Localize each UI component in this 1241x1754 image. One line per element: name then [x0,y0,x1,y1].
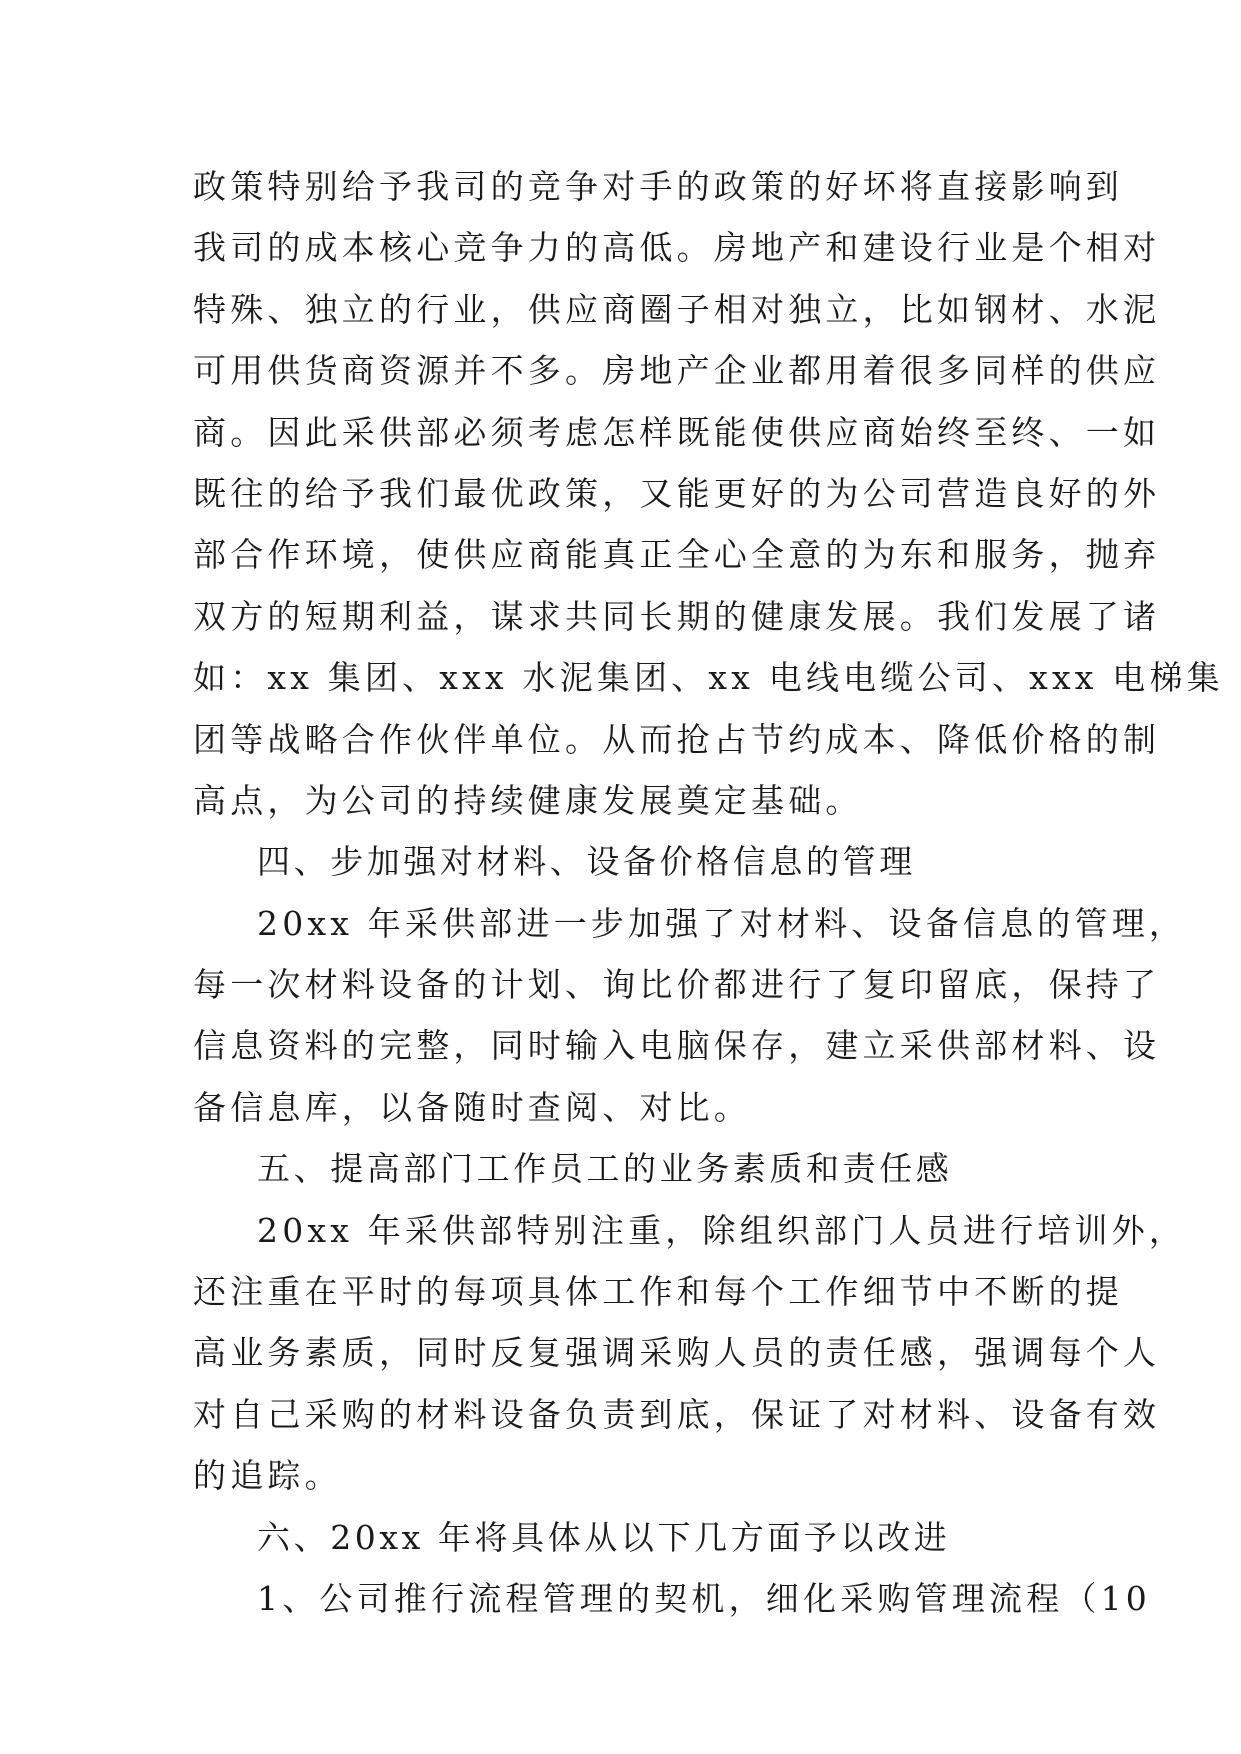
paragraph-line: 高业务素质，同时反复强调采购人员的责任感，强调每个人 [193,1333,1161,1373]
paragraph-line: 20xx 年采供部进一步加强了对材料、设备信息的管理， [257,903,1187,943]
paragraph-line: 我司的成本核心竞争力的高低。房地产和建设行业是个相对 [193,228,1161,268]
paragraph-line: 还注重在平时的每项具体工作和每个工作细节中不断的提 [193,1272,1123,1312]
section-heading-5: 五、提高部门工作员工的业务素质和责任感 [257,1149,953,1189]
paragraph-line: 每一次材料设备的计划、询比价都进行了复印留底，保持了 [193,965,1161,1005]
paragraph-line: 特殊、独立的行业，供应商圈子相对独立，比如钢材、水泥 [193,289,1161,329]
paragraph-line: 部合作环境，使供应商能真正全心全意的为东和服务，抛弃 [193,535,1161,575]
paragraph-line: 政策特别给予我司的竞争对手的政策的好坏将直接影响到 [193,167,1123,206]
paragraph-line: 高点，为公司的持续健康发展奠定基础。 [193,780,863,820]
paragraph-line: 20xx 年采供部特别注重，除组织部门人员进行培训外， [257,1210,1187,1250]
paragraph-line: 双方的短期利益，谋求共同长期的健康发展。我们发展了诸 [193,596,1161,636]
paragraph-line: 如：xx 集团、xxx 水泥集团、xx 电线电缆公司、xxx 电梯集 [193,658,1224,698]
section-heading-4: 四、步加强对材料、设备价格信息的管理 [257,842,916,882]
paragraph-line: 备信息库，以备随时查阅、对比。 [193,1087,751,1127]
paragraph-line: 商。因此采供部必须考虑怎样既能使供应商始终至终、一如 [193,412,1161,452]
document-body [193,156,1224,1629]
paragraph-line: 团等战略合作伙伴单位。从而抢占节约成本、降低价格的制 [193,719,1161,759]
paragraph-line: 1、公司推行流程管理的契机，细化采购管理流程（10 [257,1578,1151,1618]
paragraph-line: 既往的给予我们最优政策，又能更好的为公司营造良好的外 [193,473,1161,513]
paragraph-line: 对自己采购的材料设备负责到底，保证了对材料、设备有效 [193,1394,1161,1434]
paragraph-line: 的追踪。 [193,1456,342,1496]
section-heading-6: 六、20xx 年将具体从以下几方面予以改进 [257,1517,951,1557]
paragraph-line: 可用供货商资源并不多。房地产企业都用着很多同样的供应 [193,351,1161,391]
paragraph-line: 信息资料的完整，同时输入电脑保存，建立采供部材料、设 [193,1026,1161,1066]
